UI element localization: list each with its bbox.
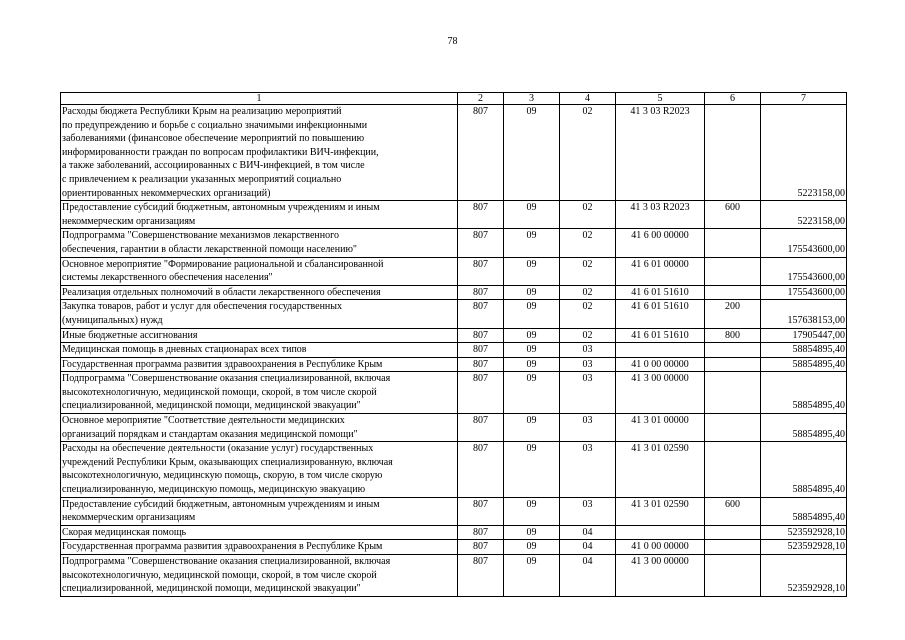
amount: 175543600,00	[761, 229, 847, 257]
target-article-code: 41 6 01 51610	[616, 285, 705, 300]
ministry-code: 807	[458, 357, 504, 372]
table-row	[61, 343, 847, 358]
subsection-code: 02	[560, 201, 616, 229]
subsection-code: 03	[560, 497, 616, 525]
target-article-code: 41 6 01 51610	[616, 300, 705, 328]
amount: 523592928,10	[761, 525, 847, 540]
subsection-code: 03	[560, 343, 616, 358]
subsection-code: 03	[560, 442, 616, 497]
row-description: Основное мероприятие "Соответствие деятельности медицинских организаций порядкам и стандартам оказания медицинской помощи"	[61, 414, 458, 442]
table-row	[61, 201, 847, 229]
column-header: 2	[458, 93, 504, 105]
ministry-code: 807	[458, 201, 504, 229]
page-number: 78	[447, 36, 458, 47]
row-description: Медицинская помощь в дневных стационарах всех типов	[61, 343, 458, 358]
ministry-code: 807	[458, 414, 504, 442]
table-row	[61, 525, 847, 540]
expense-type-code	[705, 257, 761, 285]
subsection-code: 03	[560, 357, 616, 372]
amount: 5223158,00	[761, 105, 847, 201]
budget-table	[60, 92, 847, 597]
table-row	[61, 497, 847, 525]
expense-type-code	[705, 442, 761, 497]
table-row	[61, 229, 847, 257]
amount: 523592928,10	[761, 555, 847, 597]
section-code: 09	[504, 257, 560, 285]
ministry-code: 807	[458, 525, 504, 540]
section-code: 09	[504, 285, 560, 300]
expense-type-code	[705, 285, 761, 300]
amount: 58854895,40	[761, 357, 847, 372]
column-header: 7	[761, 93, 847, 105]
target-article-code: 41 0 00 00000	[616, 540, 705, 555]
expense-type-code	[705, 372, 761, 414]
amount: 17905447,00	[761, 328, 847, 343]
table-row	[61, 540, 847, 555]
subsection-code: 04	[560, 525, 616, 540]
subsection-code: 04	[560, 540, 616, 555]
section-code: 09	[504, 300, 560, 328]
section-code: 09	[504, 357, 560, 372]
amount: 175543600,00	[761, 285, 847, 300]
amount: 5223158,00	[761, 201, 847, 229]
ministry-code: 807	[458, 328, 504, 343]
table-row	[61, 442, 847, 497]
section-code: 09	[504, 328, 560, 343]
ministry-code: 807	[458, 285, 504, 300]
ministry-code: 807	[458, 442, 504, 497]
ministry-code: 807	[458, 372, 504, 414]
table-row	[61, 300, 847, 328]
expense-type-code	[705, 540, 761, 555]
row-description: Иные бюджетные ассигнования	[61, 328, 458, 343]
section-code: 09	[504, 105, 560, 201]
subsection-code: 03	[560, 414, 616, 442]
subsection-code: 02	[560, 285, 616, 300]
table-row	[61, 285, 847, 300]
ministry-code: 807	[458, 300, 504, 328]
section-code: 09	[504, 540, 560, 555]
row-description: Предоставление субсидий бюджетным, автономным учреждениям и иным некоммерческим организациям	[61, 497, 458, 525]
section-code: 09	[504, 343, 560, 358]
expense-type-code	[705, 105, 761, 201]
target-article-code: 41 3 03 R2023	[616, 105, 705, 201]
target-article-code: 41 6 01 51610	[616, 328, 705, 343]
amount: 58854895,40	[761, 442, 847, 497]
amount: 523592928,10	[761, 540, 847, 555]
row-description: Основное мероприятие "Формирование рациональной и сбалансированной системы лекарственного обеспечения населения"	[61, 257, 458, 285]
expense-type-code: 800	[705, 328, 761, 343]
expense-type-code	[705, 357, 761, 372]
section-code: 09	[504, 525, 560, 540]
target-article-code: 41 3 01 02590	[616, 442, 705, 497]
ministry-code: 807	[458, 105, 504, 201]
ministry-code: 807	[458, 343, 504, 358]
expense-type-code	[705, 414, 761, 442]
expense-type-code: 200	[705, 300, 761, 328]
section-code: 09	[504, 201, 560, 229]
table-row	[61, 257, 847, 285]
amount: 58854895,40	[761, 414, 847, 442]
row-description: Предоставление субсидий бюджетным, автономным учреждениям и иным некоммерческим организациям	[61, 201, 458, 229]
row-description: Государственная программа развития здравоохранения в Республике Крым	[61, 357, 458, 372]
target-article-code: 41 3 00 00000	[616, 555, 705, 597]
section-code: 09	[504, 442, 560, 497]
target-article-code: 41 3 01 00000	[616, 414, 705, 442]
row-description: Скорая медицинская помощь	[61, 525, 458, 540]
ministry-code: 807	[458, 555, 504, 597]
section-code: 09	[504, 229, 560, 257]
table-row	[61, 105, 847, 201]
row-description: Подпрограмма "Совершенствование механизмов лекарственного обеспечения, гарантии в области лекарственной помощи населению"	[61, 229, 458, 257]
section-code: 09	[504, 497, 560, 525]
expense-type-code	[705, 555, 761, 597]
section-code: 09	[504, 555, 560, 597]
row-description: Подпрограмма "Совершенствование оказания специализированной, включая высокотехнологичную, медицинской помощи, скорой, в том числе скорой специализированной, медицинской помощи, медицинской эвакуации"	[61, 555, 458, 597]
target-article-code: 41 3 03 R2023	[616, 201, 705, 229]
ministry-code: 807	[458, 257, 504, 285]
subsection-code: 03	[560, 372, 616, 414]
ministry-code: 807	[458, 497, 504, 525]
ministry-code: 807	[458, 229, 504, 257]
column-header: 1	[61, 93, 458, 105]
target-article-code: 41 0 00 00000	[616, 357, 705, 372]
target-article-code	[616, 525, 705, 540]
row-description: Расходы бюджета Республики Крым на реализацию мероприятий по предупреждению и борьбе с социально значимыми инфекционными заболеваниями (финансовое обеспечение мероприятий по повышению информированности граждан по вопросам профилактики ВИЧ-инфекции, а также заболеваний, ассоциированных с ВИЧ-инфекцией, в том числе с привлечением к реализации указанных мероприятий социально ориентированных некоммерческих организаций)	[61, 105, 458, 201]
amount: 157638153,00	[761, 300, 847, 328]
target-article-code: 41 6 00 00000	[616, 229, 705, 257]
table-row	[61, 372, 847, 414]
subsection-code: 04	[560, 555, 616, 597]
expense-type-code	[705, 229, 761, 257]
table-row	[61, 414, 847, 442]
subsection-code: 02	[560, 328, 616, 343]
table-header-row	[61, 93, 847, 105]
subsection-code: 02	[560, 257, 616, 285]
amount: 58854895,40	[761, 343, 847, 358]
table-body	[61, 93, 847, 597]
column-header: 3	[504, 93, 560, 105]
expense-type-code: 600	[705, 497, 761, 525]
table-row	[61, 555, 847, 597]
row-description: Подпрограмма "Совершенствование оказания специализированной, включая высокотехнологичную, медицинской помощи, скорой, в том числе скорой специализированной, медицинской помощи, медицинской эвакуации"	[61, 372, 458, 414]
amount: 58854895,40	[761, 497, 847, 525]
column-header: 5	[616, 93, 705, 105]
subsection-code: 02	[560, 105, 616, 201]
row-description: Реализация отдельных полномочий в области лекарственного обеспечения	[61, 285, 458, 300]
amount: 175543600,00	[761, 257, 847, 285]
target-article-code: 41 3 01 02590	[616, 497, 705, 525]
column-header: 6	[705, 93, 761, 105]
table-row	[61, 357, 847, 372]
subsection-code: 02	[560, 229, 616, 257]
table-row	[61, 328, 847, 343]
amount: 58854895,40	[761, 372, 847, 414]
subsection-code: 02	[560, 300, 616, 328]
target-article-code	[616, 343, 705, 358]
row-description: Закупка товаров, работ и услуг для обеспечения государственных (муниципальных) нужд	[61, 300, 458, 328]
expense-type-code	[705, 343, 761, 358]
expense-type-code: 600	[705, 201, 761, 229]
section-code: 09	[504, 414, 560, 442]
ministry-code: 807	[458, 540, 504, 555]
row-description: Расходы на обеспечение деятельности (оказание услуг) государственных учреждений Республики Крым, оказывающих специализированную, включая высокотехнологичную, медицинскую помощь, скорую, в том числе скорую специализированную, медицинскую помощь, медицинскую эвакуацию	[61, 442, 458, 497]
expense-type-code	[705, 525, 761, 540]
column-header: 4	[560, 93, 616, 105]
section-code: 09	[504, 372, 560, 414]
target-article-code: 41 6 01 00000	[616, 257, 705, 285]
row-description: Государственная программа развития здравоохранения в Республике Крым	[61, 540, 458, 555]
target-article-code: 41 3 00 00000	[616, 372, 705, 414]
